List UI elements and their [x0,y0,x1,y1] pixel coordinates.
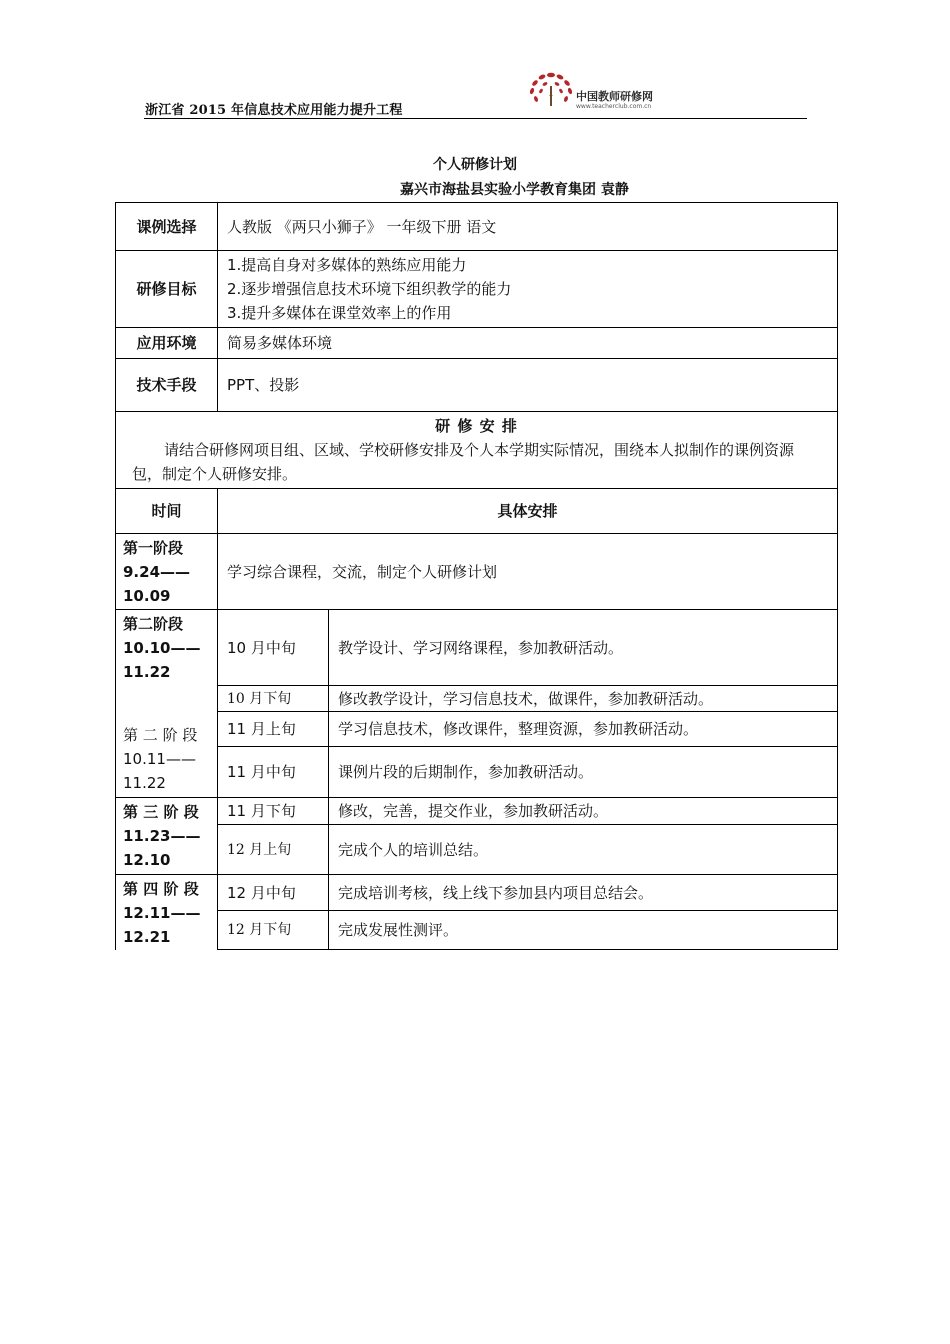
phase-from: 10.11—— [123,750,196,768]
detail-column-header: 具体安排 [218,489,838,534]
phase-name-char: 三 [143,803,159,821]
schedule-time: 12 月下旬 [218,911,329,950]
document-title: 个人研修计划 [433,157,517,173]
schedule-task: 完成发展性测评。 [329,911,838,950]
schedule-row [116,825,838,875]
phase-name-char: 第 [123,726,139,744]
env-value: 简易多媒体环境 [218,328,838,359]
phase-1-task: 学习综合课程，交流，制定个人研修计划 [218,534,838,610]
course-value: 人教版 《两只小狮子》 一年级下册 语文 [218,203,838,251]
schedule-row [116,686,838,712]
phase-name-char: 段 [183,803,199,821]
schedule-row [116,610,838,686]
header-rule [144,118,807,119]
schedule-task: 修改教学设计，学习信息技术，做课件，参加教研活动。 [329,686,838,712]
schedule-row [116,747,838,798]
schedule-row [116,712,838,747]
tech-label: 技术手段 [116,359,218,412]
schedule-header-row [116,489,838,534]
goal-item: 2.逐步增强信息技术环境下组织教学的能力 [227,280,512,298]
phase-to: 10.09 [123,586,171,605]
env-row [116,328,838,359]
phase-name-char: 阶 [163,880,179,898]
logo-name: 中国教师研修网 [576,90,653,103]
phase-2-cell [116,610,218,712]
phase-from: 9.24—— [123,562,191,581]
phase-from: 12.11—— [123,904,201,922]
phase-name [123,723,211,747]
goal-list [218,251,838,328]
logo-url: www.teacherclub.com.cn [576,103,652,110]
schedule-time: 11 月中旬 [218,747,329,798]
logo-tree-icon [528,70,574,114]
phase-name: 第一阶段 [123,538,184,557]
arrangement-description: 请结合研修网项目组、区域、学校研修安排及个人本学期实际情况，围绕本人拟制作的课例资源包，制定个人研修安排。 [132,441,795,483]
phase-to: 11.22 [123,774,166,792]
phase-name [123,877,211,901]
phase-name-char: 段 [183,880,199,898]
phase-name-char: 段 [182,726,198,744]
teacherclub-logo [528,70,688,114]
phase-3-cell [116,798,218,875]
phase-2b-cell [116,712,218,798]
schedule-time: 12 月上旬 [218,825,329,875]
phase-to: 11.22 [123,663,171,681]
schedule-time: 10 月下旬 [218,686,329,712]
phase-name-char: 阶 [163,803,179,821]
goal-label: 研修目标 [116,251,218,328]
phase-1-row [116,534,838,610]
goal-row [116,251,838,328]
schedule-time: 11 月下旬 [218,798,329,825]
schedule-task: 学习信息技术，修改课件，整理资源，参加教研活动。 [329,712,838,747]
phase-name-char: 第 [123,880,139,898]
phase-name-char: 第 [123,803,139,821]
phase-name-char: 四 [143,880,159,898]
phase-name: 第二阶段 [123,615,184,633]
schedule-row [116,798,838,825]
phase-4-cell [116,875,218,950]
phase-from: 10.10—— [123,639,201,657]
goal-item: 3.提升多媒体在课堂效率上的作用 [227,304,452,322]
author-line: 嘉兴市海盐县实验小学教育集团 袁静 [400,182,629,198]
phase-from: 11.23—— [123,827,201,845]
phase-name-char: 阶 [162,726,178,744]
phase-name [123,800,211,824]
arrangement-heading: 研 修 安 排 [435,417,518,435]
tech-value: PPT、投影 [218,359,838,412]
arrangement-cell [116,412,838,489]
plan-table [115,202,838,950]
program-header: 浙江省 2015 年信息技术应用能力提升工程 [145,103,403,118]
time-column-header: 时间 [116,489,218,534]
schedule-task: 完成培训考核，线上线下参加县内项目总结会。 [329,875,838,911]
schedule-task: 修改，完善，提交作业，参加教研活动。 [329,798,838,825]
schedule-task: 教学设计、学习网络课程，参加教研活动。 [329,610,838,686]
goal-item: 1.提高自身对多媒体的熟练应用能力 [227,256,467,274]
phase-1-cell [116,534,218,610]
schedule-task: 课例片段的后期制作，参加教研活动。 [329,747,838,798]
schedule-row [116,875,838,911]
env-label: 应用环境 [116,328,218,359]
svg-text:T: T [549,95,553,102]
schedule-time: 11 月上旬 [218,712,329,747]
phase-to: 12.21 [123,928,171,946]
schedule-row [116,911,838,950]
course-label: 课例选择 [116,203,218,251]
schedule-time: 12 月中旬 [218,875,329,911]
phase-to: 12.10 [123,851,171,869]
arrangement-row [116,412,838,489]
phase-name-char: 二 [142,726,158,744]
course-row [116,203,838,251]
schedule-task: 完成个人的培训总结。 [329,825,838,875]
tech-row [116,359,838,412]
schedule-time: 10 月中旬 [218,610,329,686]
